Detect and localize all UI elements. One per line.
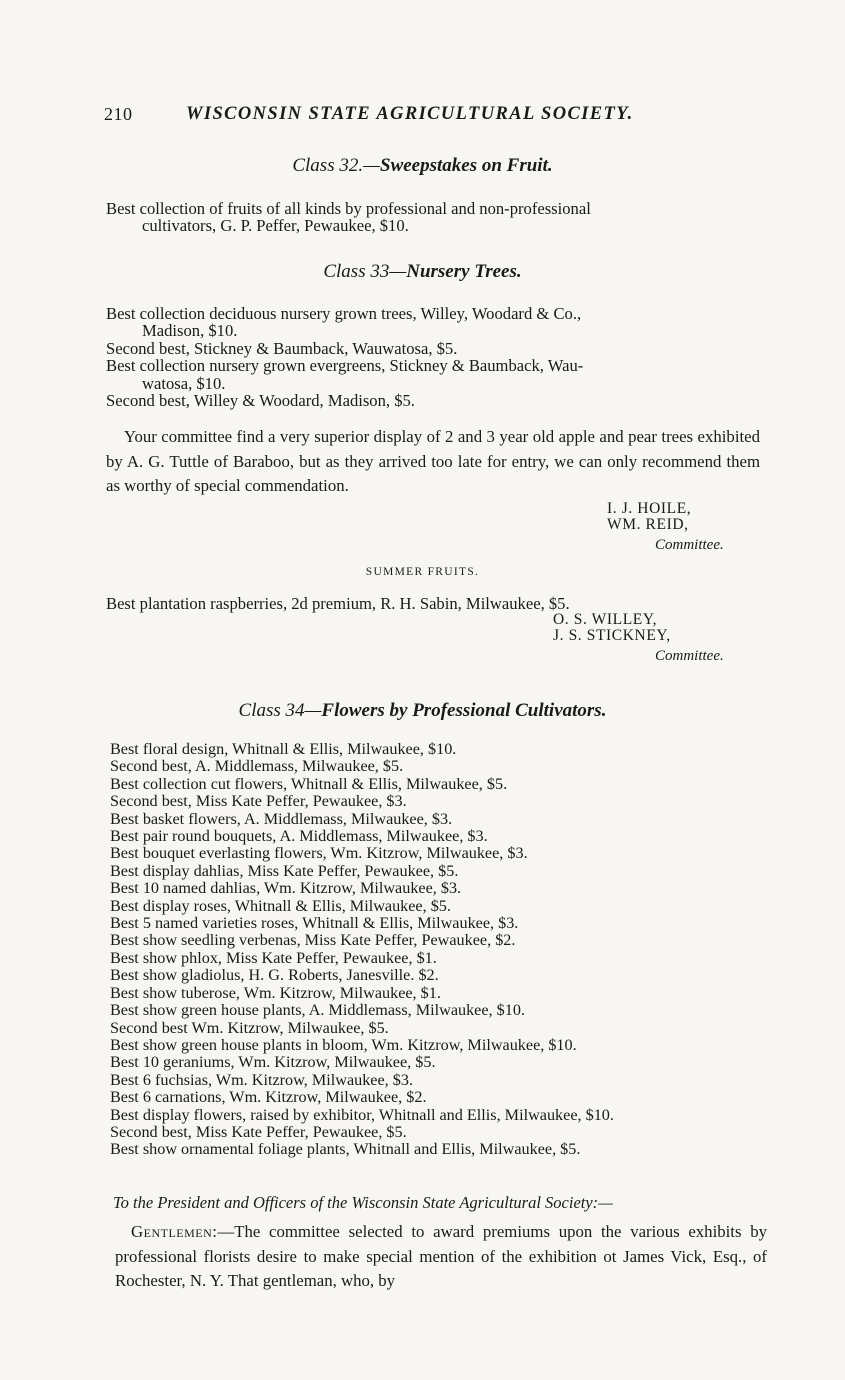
address-paragraph — [115, 1220, 767, 1294]
address-lead: Gentlemen: — [131, 1222, 218, 1241]
list-item: Best show phlox, Miss Kate Peffer, Pewaukee, $1. — [110, 948, 437, 967]
class-32-heading-main: Sweepstakes on Fruit. — [380, 155, 553, 176]
list-item: Best display roses, Whitnall & Ellis, Milwaukee, $5. — [110, 896, 451, 915]
list-item: Best 6 fuchsias, Wm. Kitzrow, Milwaukee, $3. — [110, 1070, 414, 1089]
class-33-heading-prefix: Class 33— — [323, 261, 407, 282]
list-item: Second best Wm. Kitzrow, Milwaukee, $5. — [110, 1018, 389, 1037]
summer-fruits-signers — [553, 612, 671, 644]
entry-line: Best collection deciduous nursery grown trees, Willey, Woodard & Co., — [106, 304, 582, 323]
list-item: Best collection cut flowers, Whitnall & Ellis, Milwaukee, $5. — [110, 774, 508, 793]
running-title: WISCONSIN STATE AGRICULTURAL SOCIETY. — [186, 104, 634, 124]
signer: J. S. STICKNEY, — [553, 627, 671, 644]
list-item: Best 5 named varieties roses, Whitnall & Ellis, Milwaukee, $3. — [110, 914, 519, 933]
committee-signers — [607, 501, 691, 533]
list-item: Best display flowers, raised by exhibitor, Whitnall and Ellis, Milwaukee, $10. — [110, 1105, 614, 1124]
list-item: Best show green house plants in bloom, Wm. Kitzrow, Milwaukee, $10. — [110, 1035, 577, 1054]
entry-line-continued: Madison, $10. — [142, 321, 238, 341]
list-item: Best show tuberose, Wm. Kitzrow, Milwaukee, $1. — [110, 983, 441, 1002]
signer: O. S. WILLEY, — [553, 611, 658, 628]
class-33-heading — [0, 261, 845, 283]
entry-line-continued: watosa, $10. — [142, 373, 226, 393]
signer: WM. REID, — [607, 516, 689, 533]
summer-fruits-role: Committee. — [655, 648, 724, 664]
list-item: Best show ornamental foliage plants, Whitnall and Ellis, Milwaukee, $5. — [110, 1140, 581, 1159]
class-34-heading — [0, 700, 845, 722]
list-item: Second best, Miss Kate Peffer, Pewaukee, $5. — [110, 1122, 407, 1141]
list-item: Best show gladiolus, H. G. Roberts, Janesville. $2. — [110, 966, 439, 985]
address-body: —The committee selected to award premiums upon the various exhibits by professional florists desire to make special mention of the exhibition ot James Vick, Esq., of Rochester, N. Y. That gentleman, who, by — [115, 1222, 767, 1290]
class-32-entry — [106, 200, 591, 235]
list-item: Best basket flowers, A. Middlemass, Milwaukee, $3. — [110, 809, 453, 828]
list-item: Best display dahlias, Miss Kate Peffer, Pewaukee, $5. — [110, 861, 459, 880]
list-item: Best bouquet everlasting flowers, Wm. Kitzrow, Milwaukee, $3. — [110, 844, 528, 863]
summer-fruits-entry: Best plantation raspberries, 2d premium, R. H. Sabin, Milwaukee, $5. — [106, 594, 570, 613]
class-33-entries — [106, 305, 583, 409]
signer: I. J. HOILE, — [607, 500, 692, 517]
summer-fruits-heading: SUMMER FRUITS. — [365, 566, 480, 578]
address-salutation: To the President and Officers of the Wisconsin State Agricultural Society:— — [113, 1193, 613, 1212]
class-34-heading-main: Flowers by Professional Cultivators. — [321, 700, 607, 721]
running-head — [104, 104, 694, 126]
list-item: Best show seedling verbenas, Miss Kate Peffer, Pewaukee, $2. — [110, 931, 516, 950]
list-item: Best pair round bouquets, A. Middlemass, Milwaukee, $3. — [110, 827, 488, 846]
entry-line-continued: cultivators, G. P. Peffer, Pewaukee, $10. — [142, 216, 409, 236]
list-item: Best 10 named dahlias, Wm. Kitzrow, Milwaukee, $3. — [110, 879, 462, 898]
class-32-heading-prefix: Class 32.— — [292, 155, 380, 176]
class-34-entries — [110, 741, 790, 1159]
list-item: Best 10 geraniums, Wm. Kitzrow, Milwaukee, $5. — [110, 1053, 436, 1072]
class-34-heading-prefix: Class 34— — [238, 700, 322, 721]
entry-line: Second best, Willey & Woodard, Madison, $5. — [106, 391, 415, 411]
list-item: Second best, Miss Kate Peffer, Pewaukee, $3. — [110, 792, 407, 811]
list-item: Best floral design, Whitnall & Ellis, Milwaukee, $10. — [110, 740, 457, 758]
entry-line: Best collection of fruits of all kinds by professional and non-professional — [106, 199, 591, 218]
list-item: Best show green house plants, A. Middlemass, Milwaukee, $10. — [110, 1001, 525, 1020]
entry-line: Best collection nursery grown evergreens, Stickney & Baumback, Wau- — [106, 356, 584, 376]
class-33-heading-main: Nursery Trees. — [406, 261, 522, 282]
page-number: 210 — [104, 104, 133, 124]
committee-role: Committee. — [655, 537, 724, 553]
list-item: Best 6 carnations, Wm. Kitzrow, Milwaukee, $2. — [110, 1088, 427, 1107]
committee-paragraph: Your committee find a very superior display of 2 and 3 year old apple and pear trees exhibited by A. G. Tuttle of Baraboo, but as they arrived too late for entry, we can only recommend them as worthy of special commendation. — [106, 427, 760, 495]
entry-line: Second best, Stickney & Baumback, Wauwatosa, $5. — [106, 338, 458, 358]
class-32-heading — [0, 155, 845, 177]
list-item: Second best, A. Middlemass, Milwaukee, $5. — [110, 757, 404, 776]
